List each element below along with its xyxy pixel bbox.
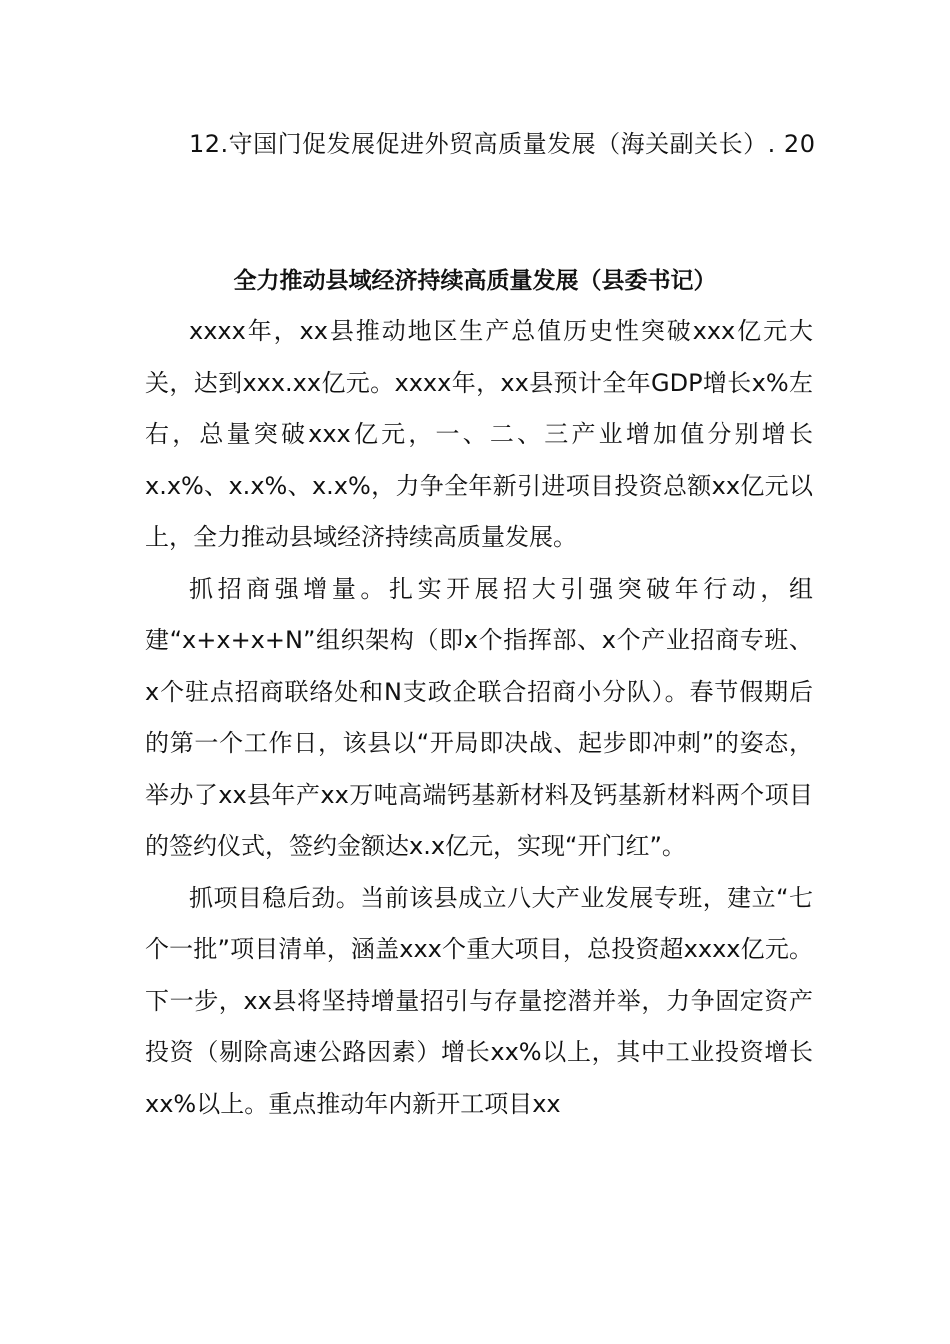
paragraph-intro: xxxx年，xx县推动地区生产总值历史性突破xxx亿元大关，达到xxx.xx亿元。xxxx年，xx县预计全年GDP增长x%左右，总量突破xxx亿元，一、二、三产业增加值分别增长x.x%、x.x%、x.x%，力争全年新引进项目投资总额xx亿元以上，全力推动县域经济持续高质量发展。	[145, 317, 813, 551]
section-title: 全力推动县域经济持续高质量发展（县委书记）	[233, 268, 717, 294]
article-body	[145, 306, 813, 1130]
toc-entry: 12.守国门促发展促进外贸高质量发展（海关副关长）. 20	[189, 130, 816, 158]
paragraph-projects: 抓项目稳后劲。当前该县成立八大产业发展专班，建立“七个一批”项目清单，涵盖xxx个重大项目，总投资超xxxx亿元。下一步，xx县将坚持增量招引与存量挖潜并举，力争固定资产投资（剔除高速公路因素）增长xx%以上，其中工业投资增长xx%以上。重点推动年内新开工项目xx	[145, 883, 813, 1118]
paragraph-investment-attraction: 抓招商强增量。扎实开展招大引强突破年行动，组建“x+x+x+N”组织架构（即x个指挥部、x个产业招商专班、x个驻点招商联络处和N支政企联合招商小分队）。春节假期后的第一个工作日，该县以“开局即决战、起步即冲刺”的姿态，举办了xx县年产xx万吨高端钙基新材料及钙基新材料两个项目的签约仪式，签约金额达x.x亿元，实现“开门红”。	[145, 574, 813, 860]
